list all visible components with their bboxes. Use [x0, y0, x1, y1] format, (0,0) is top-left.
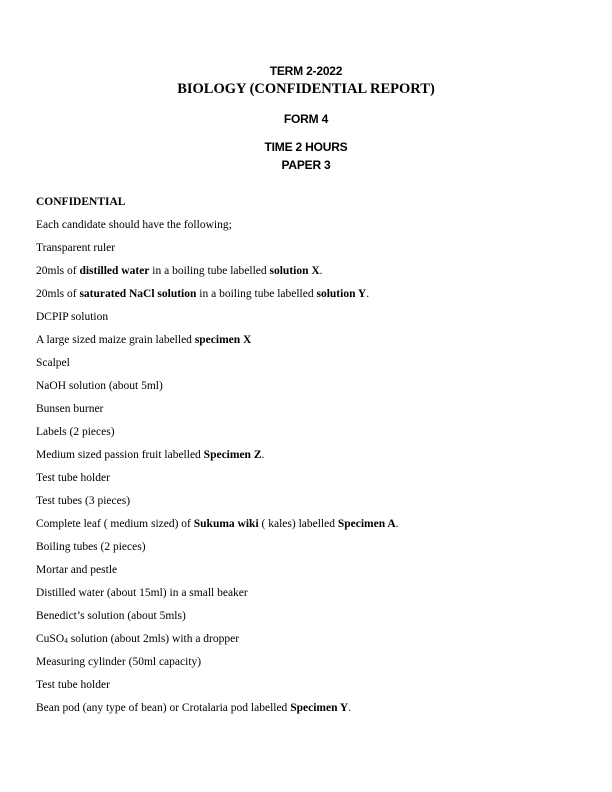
list-item-bean-pod: Bean pod (any type of bean) or Crotalaria pod labelled Specimen Y.	[36, 702, 352, 714]
list-item-labels: Labels (2 pieces)	[36, 426, 115, 438]
list-item-cuso4-solution: CuSO$_4$ solution (about 2mls) with a dropper	[36, 633, 240, 645]
list-item-mortar-pestle: Mortar and pestle	[36, 564, 118, 576]
list-item-nacl-solution: 20mls of saturated NaCl solution in a boiling tube labelled solution Y.	[36, 288, 370, 300]
list-item-naoh: NaOH solution (about 5ml)	[36, 380, 163, 392]
list-item-distilled-water-beaker: Distilled water (about 15ml) in a small beaker	[36, 587, 248, 599]
list-item-test-tube-holder-2: Test tube holder	[36, 679, 110, 691]
list-item-kale-leaf: Complete leaf ( medium sized) of Sukuma wiki ( kales) labelled Specimen A.	[36, 518, 399, 530]
section-title: CONFIDENTIAL	[36, 196, 126, 208]
list-item-boiling-tubes: Boiling tubes (2 pieces)	[36, 541, 146, 553]
paper-heading: PAPER 3	[281, 158, 331, 172]
list-item-test-tubes: Test tubes (3 pieces)	[36, 495, 131, 507]
form-heading: FORM 4	[283, 112, 329, 126]
list-item-passion-fruit: Medium sized passion fruit labelled Specimen Z.	[36, 449, 265, 461]
list-item-test-tube-holder: Test tube holder	[36, 472, 110, 484]
list-item-bunsen-burner: Bunsen burner	[36, 403, 104, 415]
list-item-benedicts-solution: Benedict’s solution (about 5mls)	[36, 610, 186, 622]
time-heading: TIME 2 HOURS	[264, 140, 348, 154]
list-item-measuring-cylinder: Measuring cylinder (50ml capacity)	[36, 656, 202, 668]
term-heading: TERM 2-2022	[269, 64, 343, 78]
list-item-scalpel: Scalpel	[36, 357, 70, 369]
intro-text: Each candidate should have the following;	[36, 219, 232, 231]
list-item-ruler: Transparent ruler	[36, 242, 116, 254]
list-item-distilled-water: 20mls of distilled water in a boiling tube labelled solution X.	[36, 265, 323, 277]
list-item-dcpip: DCPIP solution	[36, 311, 109, 323]
report-title: BIOLOGY (CONFIDENTIAL REPORT)	[177, 81, 435, 97]
list-item-maize-grain: A large sized maize grain labelled specimen X	[36, 334, 252, 346]
